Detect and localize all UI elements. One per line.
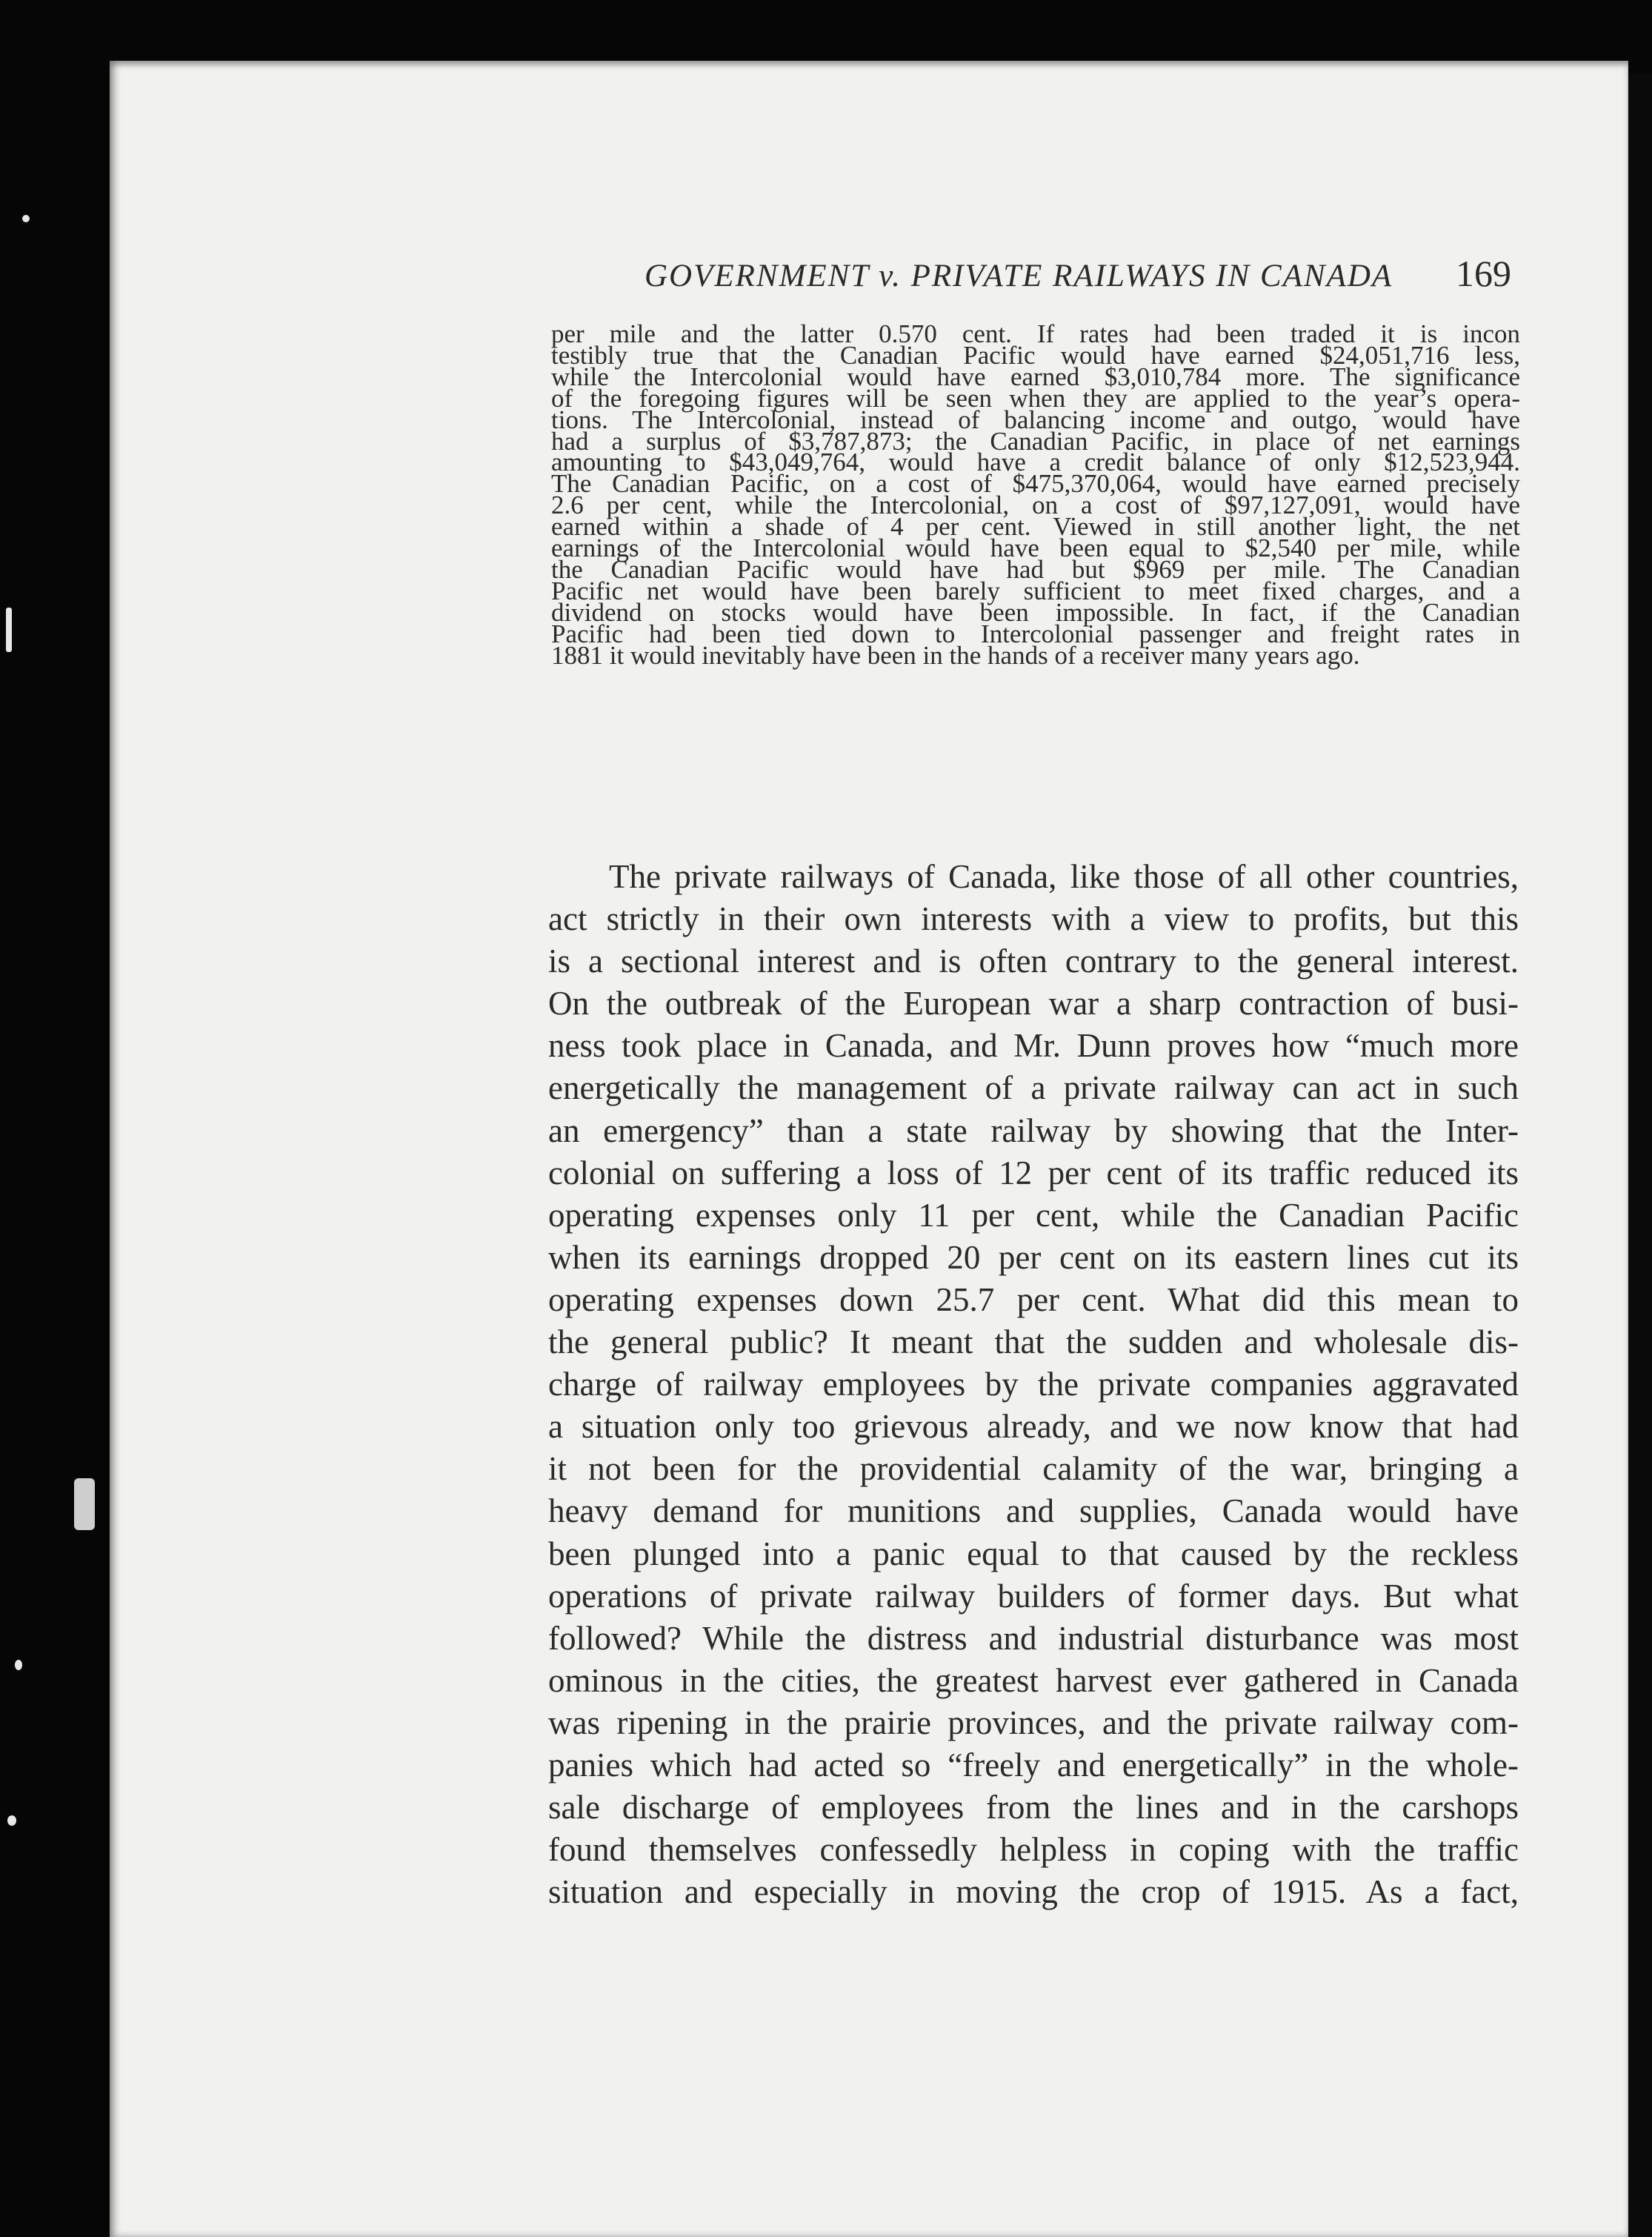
scan-speck: [7, 1815, 16, 1826]
small-block-line: Pacific net would have been barely sufficient to meet fixed charges, and a: [551, 576, 1520, 605]
body-line: energetically the management of a private railway can act in such: [548, 1069, 1519, 1107]
body-line: found themselves confessedly helpless in coping with the traffic: [548, 1831, 1519, 1869]
body-line: The private railways of Canada, like those of all other countries,: [609, 858, 1519, 895]
body-line: charge of railway employees by the private companies aggravated: [548, 1366, 1519, 1403]
page-binding-edge: [1628, 74, 1652, 2237]
running-header: [645, 252, 1511, 304]
body-line: panies which had acted so “freely and energetically” in the whole-: [548, 1746, 1519, 1784]
body-line: On the outbreak of the European war a sharp contraction of busi-: [548, 985, 1519, 1023]
small-block-line: 2.6 per cent, while the Intercolonial, on a cost of $97,127,091, would have: [551, 491, 1520, 520]
body-line: followed? While the distress and industrial disturbance was most: [548, 1619, 1519, 1657]
small-block-line: the Canadian Pacific would have had but $969 per mile. The Canadian: [551, 554, 1520, 584]
body-line: is a sectional interest and is often contrary to the general interest.: [548, 943, 1519, 980]
page-number: 169: [1456, 253, 1511, 294]
small-block-line: had a surplus of $3,787,873; the Canadian Pacific, in place of net earnings: [551, 426, 1520, 456]
scan-speck: [22, 215, 30, 222]
small-block-line: 1881 it would inevitably have been in the hands of a receiver many years ago.: [551, 640, 1360, 670]
small-block-line: earned within a shade of 4 per cent. Viewed in still another light, the net: [551, 512, 1520, 542]
body-line: heavy demand for munitions and supplies, Canada would have: [548, 1492, 1519, 1530]
body-line: been plunged into a panic equal to that caused by the reckless: [548, 1535, 1519, 1572]
scan-speck: [6, 608, 12, 652]
body-line: sale discharge of employees from the lines and in the carshops: [548, 1789, 1519, 1827]
small-block-line: tions. The Intercolonial, instead of balancing income and outgo, would have: [551, 405, 1520, 434]
quoted-small-type-block: [551, 319, 1520, 670]
small-block-line: per mile and the latter 0.570 cent. If rates had been traded it is incon: [551, 319, 1520, 348]
small-block-line: Pacific had been tied down to Intercolonial passenger and freight rates in: [551, 619, 1520, 648]
body-line: colonial on suffering a loss of 12 per cent of its traffic reduced its: [548, 1154, 1519, 1191]
body-line: ominous in the cities, the greatest harvest ever gathered in Canada: [548, 1661, 1519, 1699]
small-block-line: testibly true that the Canadian Pacific would have earned $24,051,716 less,: [551, 340, 1520, 370]
body-line: a situation only too grievous already, and we now know that had: [548, 1408, 1519, 1446]
body-paragraph: [548, 856, 1519, 1913]
body-line: the general public? It meant that the sudden and wholesale dis-: [548, 1323, 1519, 1361]
body-line: an emergency” than a state railway by showing that the Inter-: [548, 1111, 1519, 1149]
running-title: GOVERNMENT v. PRIVATE RAILWAYS IN CANADA: [645, 259, 1393, 293]
body-line: operating expenses down 25.7 per cent. What did this mean to: [548, 1280, 1519, 1318]
small-block-line: earnings of the Intercolonial would have been equal to $2,540 per mile, while: [551, 534, 1520, 563]
body-line: operating expenses only 11 per cent, while the Canadian Pacific: [548, 1196, 1519, 1234]
scan-speck: [74, 1478, 95, 1530]
body-line: act strictly in their own interests with a view to profits, but this: [548, 900, 1519, 938]
body-line: operations of private railway builders of former days. But what: [548, 1577, 1519, 1615]
small-block-line: amounting to $43,049,764, would have a credit balance of only $12,523,944.: [551, 448, 1520, 477]
small-block-line: dividend on stocks would have been impossible. In fact, if the Canadian: [551, 597, 1520, 627]
body-line: was ripening in the prairie provinces, and the private railway com-: [548, 1703, 1519, 1741]
body-line: ness took place in Canada, and Mr. Dunn proves how “much more: [548, 1027, 1519, 1065]
body-line: it not been for the providential calamity of the war, bringing a: [548, 1450, 1519, 1488]
body-line: situation and especially in moving the crop of 1915. As a fact,: [548, 1873, 1519, 1911]
body-line: when its earnings dropped 20 per cent on its eastern lines cut its: [548, 1238, 1519, 1276]
small-block-line: The Canadian Pacific, on a cost of $475,370,064, would have earned precisely: [551, 469, 1520, 499]
scan-speck: [15, 1660, 22, 1670]
small-block-line: of the foregoing figures will be seen when they are applied to the year’s opera-: [551, 383, 1520, 413]
small-block-line: while the Intercolonial would have earned $3,010,784 more. The significance: [551, 362, 1520, 391]
